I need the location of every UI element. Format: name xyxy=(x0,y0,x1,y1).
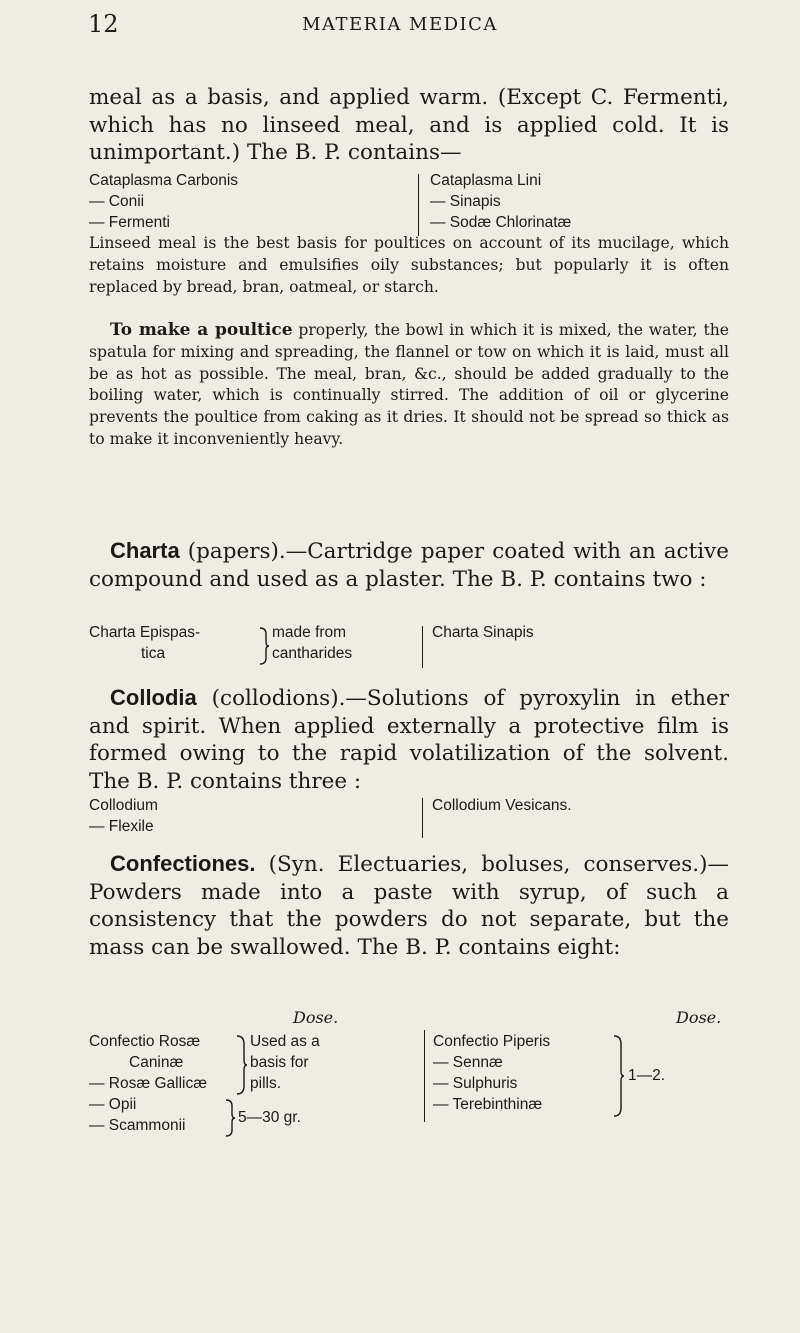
confectiones-left-dose: 5—30 gr. xyxy=(238,1109,301,1126)
cataplasma-right-item: — Sodæ Chlorinatæ xyxy=(430,214,572,231)
confectiones-right-item: — Sulphuris xyxy=(433,1075,518,1092)
cataplasma-left-column xyxy=(89,170,238,233)
collodia-text: (collodions).—Solutions of pyroxylin in ether and spirit. When applied externally a protective film is formed owing to the rapid volatilization of the solvent. The B. P. contains three : xyxy=(89,686,729,794)
confectiones-left-column xyxy=(89,1031,207,1136)
confectiones-right-item: — Sennæ xyxy=(433,1054,503,1071)
brace-icon xyxy=(235,1034,249,1096)
linseed-paragraph: Linseed meal is the best basis for poultices on account of its mucilage, which retains moisture and emulsifies oily substances; but popularly it is often replaced by bread, bran, oatmeal, or starch. xyxy=(89,234,729,296)
poultice-text: properly, the bowl in which it is mixed, the water, the spatula for mixing and spreading, the flannel or tow on which it is laid, must all be as hot as possible. The meal, bran, &c., should be added gradually to the boiling water, which is continually stirred. The addition of oil or glycerine prevents the poultice from caking as it dries. It should not be spread so thick as to make it inconveniently heavy. xyxy=(89,321,729,448)
cataplasma-left-item: — Fermenti xyxy=(89,214,170,231)
page-number: 12 xyxy=(88,10,119,38)
collodia-left-item: — Flexile xyxy=(89,818,154,835)
confectiones-right-dose: 1—2. xyxy=(628,1067,666,1084)
collodia-left-column xyxy=(89,795,158,837)
confectiones-right-item: Confectio Piperis xyxy=(433,1033,551,1050)
confectiones-left-item: — Opii xyxy=(89,1096,137,1113)
confectiones-right-column xyxy=(433,1031,550,1115)
confectiones-use-note: Used as a basis for pills. xyxy=(250,1033,320,1092)
confectiones-left-item: Confectio Rosæ xyxy=(89,1033,201,1050)
intro-paragraph: meal as a basis, and applied warm. (Except C. Fermenti, which has no linseed meal, and is applied cold. It is unimportant.) The B. P. contains— xyxy=(89,85,729,165)
brace-icon xyxy=(612,1034,626,1118)
charta-right-item: Charta Sinapis xyxy=(432,624,534,641)
column-divider xyxy=(418,174,419,236)
confectiones-left-item: — Scammonii xyxy=(89,1117,186,1134)
collodia-right-item: Collodium Vesicans. xyxy=(432,797,572,814)
page-header xyxy=(0,10,800,40)
brace-icon xyxy=(224,1098,236,1138)
poultice-lead: To make a poultice xyxy=(110,320,293,340)
confectiones-left-item: Caninæ xyxy=(129,1054,184,1071)
cataplasma-right-item: Cataplasma Lini xyxy=(430,172,542,189)
charta-text: (papers).—Cartridge paper coated with an active compound and used as a plaster. The B. P. contains two : xyxy=(89,539,729,592)
confectiones-text: (Syn. Electuaries, boluses, conserves.)—Powders made into a paste with syrup, of such a consistency that the powders do not separate, but the mass can be swallowed. The B. P. contains eight: xyxy=(89,852,729,960)
running-title: MATERIA MEDICA xyxy=(302,14,498,35)
charta-paragraph xyxy=(89,537,729,593)
collodia-left-item: Collodium xyxy=(89,797,158,814)
charta-brace-note: made from cantharides xyxy=(272,624,353,662)
charta-heading: Charta xyxy=(110,538,180,563)
dose-label-left: Dose. xyxy=(293,1008,339,1027)
cataplasma-right-column xyxy=(430,170,571,233)
collodia-paragraph xyxy=(89,684,729,795)
confectiones-paragraph xyxy=(89,850,729,961)
column-divider xyxy=(424,1030,425,1122)
confectiones-heading: Confectiones. xyxy=(110,851,256,876)
poultice-paragraph xyxy=(89,320,729,451)
cataplasma-right-item: — Sinapis xyxy=(430,193,501,210)
confectiones-left-item: — Rosæ Gallicæ xyxy=(89,1075,207,1092)
dose-label-right: Dose. xyxy=(676,1008,722,1027)
collodia-heading: Collodia xyxy=(110,685,197,710)
column-divider xyxy=(422,798,423,838)
brace-icon xyxy=(258,626,270,666)
cataplasma-left-item: Cataplasma Carbonis xyxy=(89,172,239,189)
column-divider xyxy=(422,626,423,668)
charta-left-item: Charta Epispas- tica xyxy=(89,624,201,662)
cataplasma-left-item: — Conii xyxy=(89,193,145,210)
confectiones-right-item: — Terebinthinæ xyxy=(433,1096,543,1113)
